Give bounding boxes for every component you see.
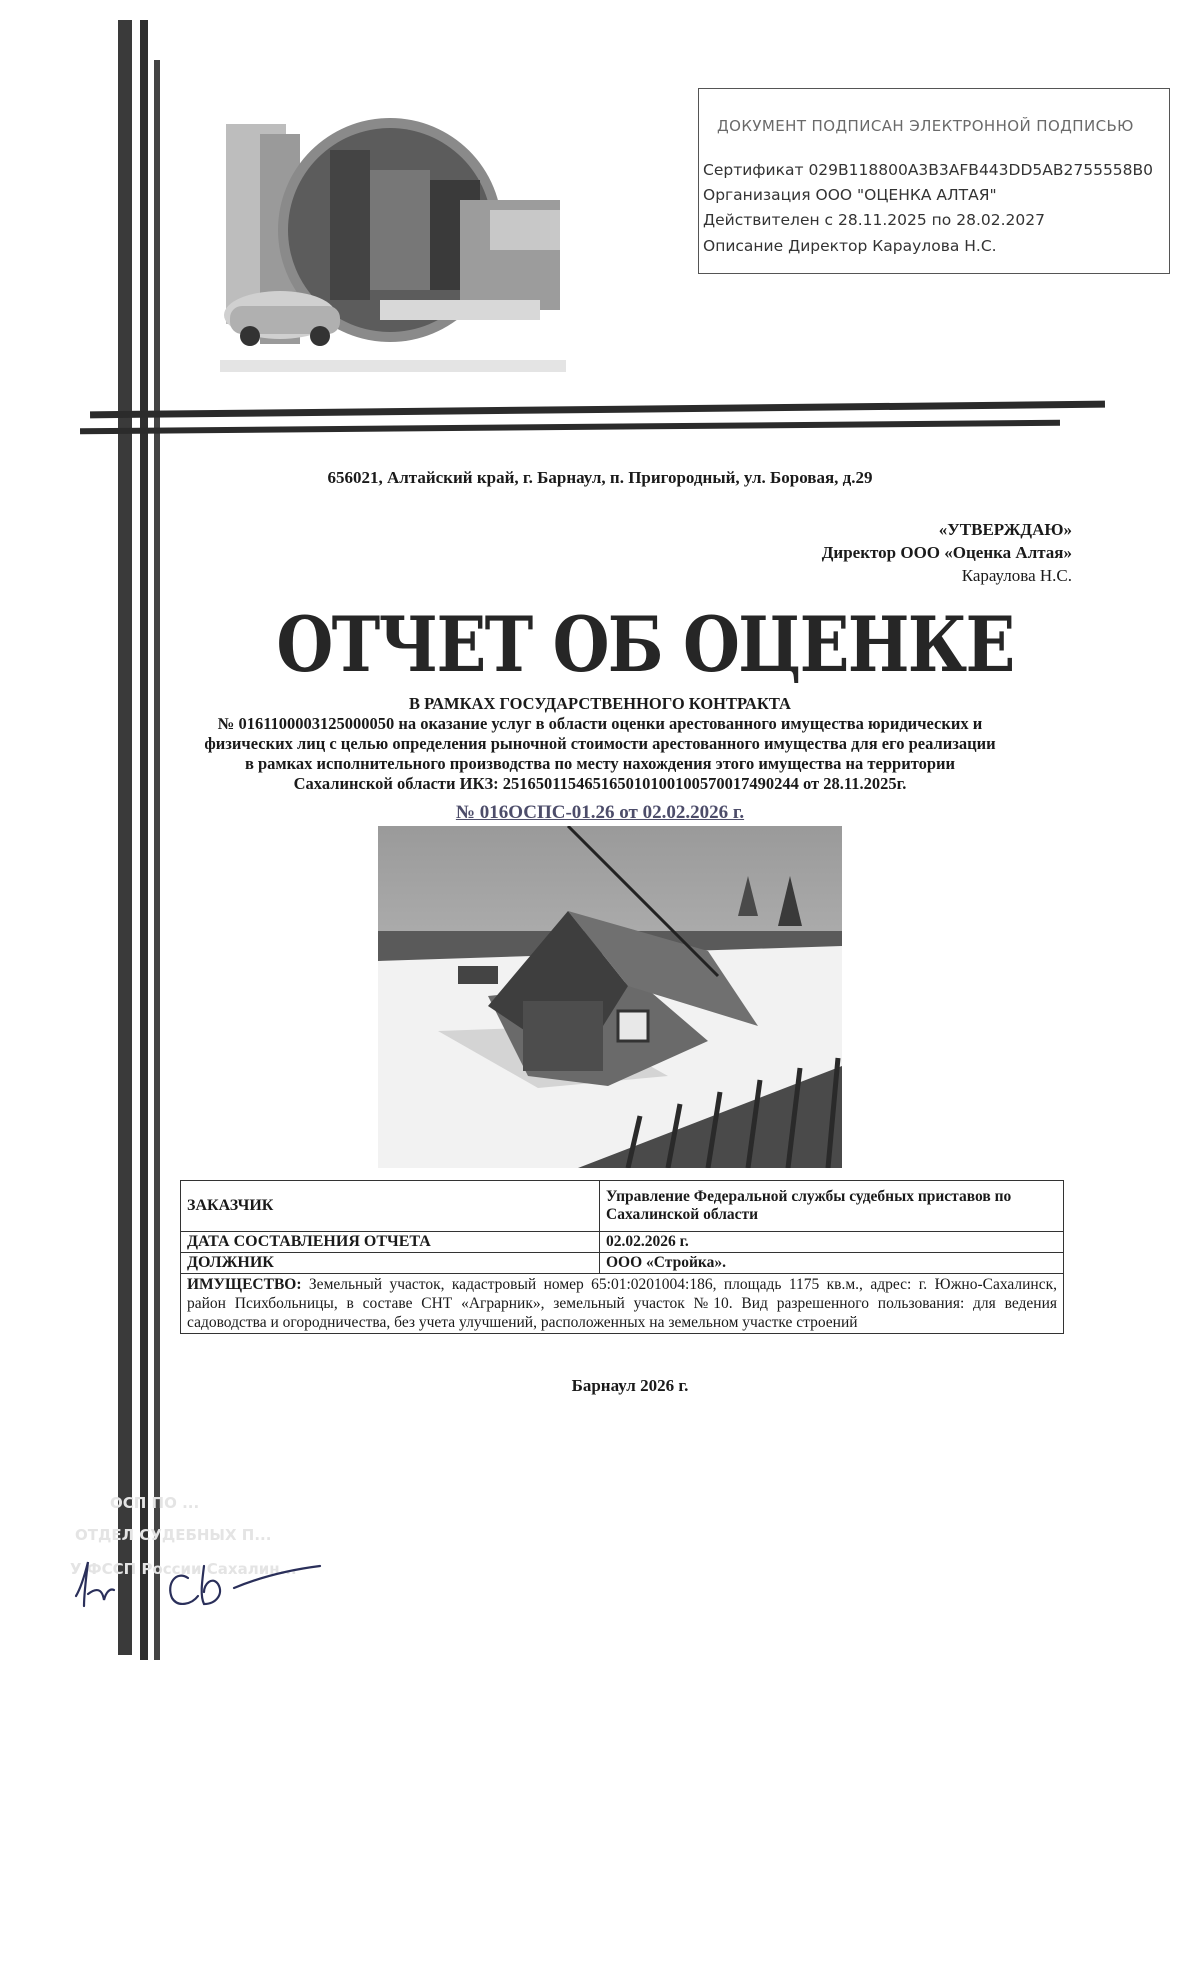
- table-row: [181, 1274, 1064, 1334]
- table-row: [181, 1181, 1064, 1232]
- approval-block: [822, 518, 1072, 587]
- report-title: ОТЧЕТ ОБ ОЦЕНКЕ: [276, 600, 1014, 689]
- report-date-label: ДАТА СОСТАВЛЕНИЯ ОТЧЕТА: [181, 1232, 600, 1253]
- contract-description: [120, 694, 1080, 794]
- approval-name: Караулова Н.С.: [961, 566, 1072, 585]
- property-description: [181, 1274, 1064, 1334]
- city-year: Барнаул 2026 г.: [571, 1376, 689, 1395]
- subtitle-line-3: физических лиц с целью определения рыночной стоимости арестованного имущества для его реализации: [204, 734, 996, 753]
- customer-label: ЗАКАЗЧИК: [181, 1181, 600, 1232]
- property-photo: [378, 826, 842, 1168]
- customer-value: Управление Федеральной службы судебных приставов по Сахалинской области: [600, 1181, 1064, 1232]
- debtor-value: ООО «Стройка».: [600, 1253, 1064, 1274]
- stamp-organization: Организация ООО "ОЦЕНКА АЛТАЯ": [703, 186, 997, 204]
- subtitle-line-5: Сахалинской области ИКЗ: 251650115465165010100100570017490244 от 28.11.2025г.: [293, 774, 907, 793]
- top-decorative-rule-1: [90, 401, 1105, 419]
- report-number: № 016ОСПС-01.26 от 02.02.2026 г.: [455, 802, 745, 823]
- table-row: [181, 1253, 1064, 1274]
- company-address: 656021, Алтайский край, г. Барнаул, п. Пригородный, ул. Боровая, д.29: [327, 468, 873, 487]
- left-decorative-bar-1: [118, 20, 132, 1655]
- stamp-certificate: Сертификат 029B118800A3B3AFB443DD5AB2755558B0: [703, 161, 1154, 179]
- top-decorative-rule-2: [80, 420, 1060, 435]
- left-decorative-bar-2: [140, 20, 148, 1660]
- table-row: [181, 1232, 1064, 1253]
- approval-position: Директор ООО «Оценка Алтая»: [821, 543, 1072, 562]
- stamp-description: Описание Директор Караулова Н.С.: [703, 237, 997, 255]
- svg-text:У ФССП России Сахалин...: У ФССП России Сахалин...: [70, 1560, 297, 1578]
- svg-text:ОСП ПО ...: ОСП ПО ...: [110, 1494, 200, 1512]
- property-label: ИМУЩЕСТВО:: [187, 1276, 302, 1293]
- approval-heading: «УТВЕРЖДАЮ»: [938, 520, 1072, 539]
- subtitle-line-1: В РАМКАХ ГОСУДАРСТВЕННОГО КОНТРАКТА: [409, 694, 791, 713]
- subtitle-line-4: в рамках исполнительного производства по месту нахождения этого имущества на территории: [244, 754, 956, 773]
- svg-text:ОТДЕЛ СУДЕБНЫХ П...: ОТДЕЛ СУДЕБНЫХ П...: [75, 1526, 272, 1544]
- stamp-title: ДОКУМЕНТ ПОДПИСАН ЭЛЕКТРОННОЙ ПОДПИСЬЮ: [717, 117, 1134, 135]
- report-date-value: 02.02.2026 г.: [600, 1232, 1064, 1253]
- left-decorative-bar-3: [154, 60, 160, 1660]
- header-collage-image: [220, 110, 566, 372]
- debtor-label: ДОЛЖНИК: [181, 1253, 600, 1274]
- property-value: Земельный участок, кадастровый номер 65:01:0201004:186, площадь 1175 кв.м., адрес: г. Южно-Сахалинск, район Психбольницы, в составе СНТ «Аграрник», земельный участок №10. Вид разрешенного пользования: для ведения садоводства и огородничества, без учета улучшений, расположенных на земельном участке строений: [187, 1276, 1057, 1331]
- handwritten-signature: [68, 1548, 328, 1620]
- stamp-validity: Действителен с 28.11.2025 по 28.02.2027: [703, 211, 1045, 229]
- electronic-signature-stamp: [698, 88, 1170, 274]
- report-summary-table: [180, 1180, 1064, 1334]
- subtitle-line-2: № 0161100003125000050 на оказание услуг в области оценки арестованного имущества юридических и: [217, 714, 983, 733]
